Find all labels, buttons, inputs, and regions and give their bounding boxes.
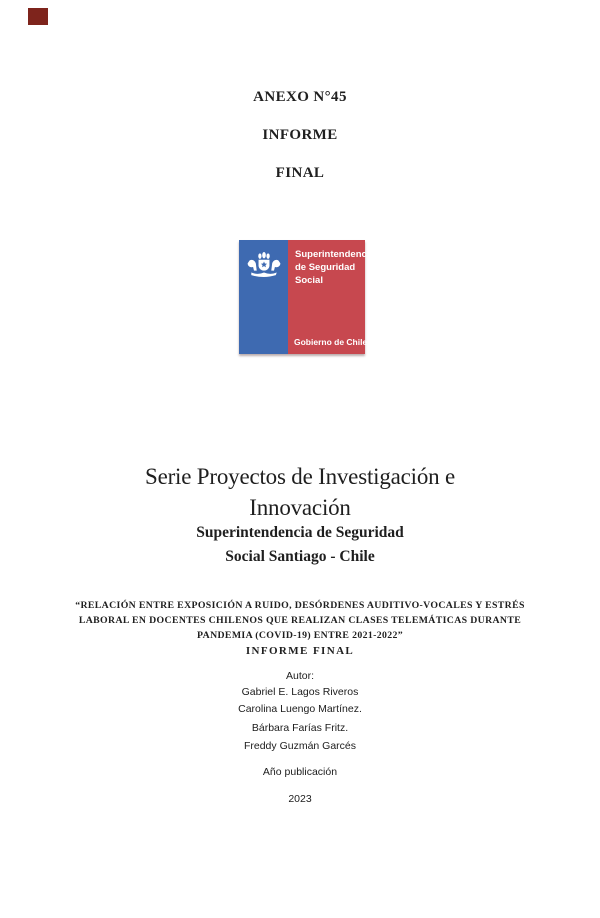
header-informe: INFORME — [262, 127, 338, 143]
author-name: Freddy Guzmán Garcés — [243, 740, 357, 752]
logo-blue-panel — [239, 240, 288, 354]
series-subtitle — [0, 521, 600, 569]
logo-org-line: Superintendencia — [295, 249, 375, 260]
logo-red-panel — [288, 240, 375, 354]
series-title-line: Serie Proyectos de Investigación e — [145, 464, 455, 489]
publication-year-label: Año publicación — [262, 766, 338, 778]
logo-government-label: Gobierno de Chile — [294, 337, 368, 347]
series-subtitle-line: Superintendencia de Seguridad — [196, 524, 404, 541]
authors-block — [0, 671, 600, 805]
logo-org-name — [295, 248, 375, 287]
publication-year: 2023 — [288, 793, 312, 805]
page-corner-mark — [28, 8, 48, 25]
logo-org-line: de Seguridad — [295, 262, 356, 273]
series-title-line: Innovación — [249, 495, 351, 520]
logo-org-line: Social — [295, 275, 323, 286]
report-title-block — [70, 598, 530, 659]
report-title-line: LABORAL EN DOCENTES CHILENOS QUE REALIZAN CLASES TELEMÁTICAS DURANTE — [78, 615, 522, 626]
author-name: Bárbara Farías Fritz. — [251, 722, 349, 734]
annex-number: ANEXO N°45 — [253, 89, 347, 105]
suseso-logo — [239, 240, 375, 354]
header-final: FINAL — [275, 165, 325, 181]
chile-coat-of-arms-icon — [244, 251, 284, 283]
report-type-label: INFORME FINAL — [245, 645, 355, 657]
author-name: Carolina Luengo Martínez. — [238, 703, 362, 715]
author-label: Autor: — [285, 670, 314, 682]
report-title-line: “RELACIÓN ENTRE EXPOSICIÓN A RUIDO, DESÓRDENES AUDITIVO-VOCALES Y ESTRÉS — [75, 600, 525, 611]
author-name: Gabriel E. Lagos Riveros — [241, 686, 359, 698]
series-subtitle-line: Social Santiago - Chile — [225, 548, 375, 565]
document-header — [0, 88, 600, 202]
series-title — [0, 461, 600, 523]
report-title-line: PANDEMIA (COVID-19) ENTRE 2021-2022” — [197, 630, 403, 641]
